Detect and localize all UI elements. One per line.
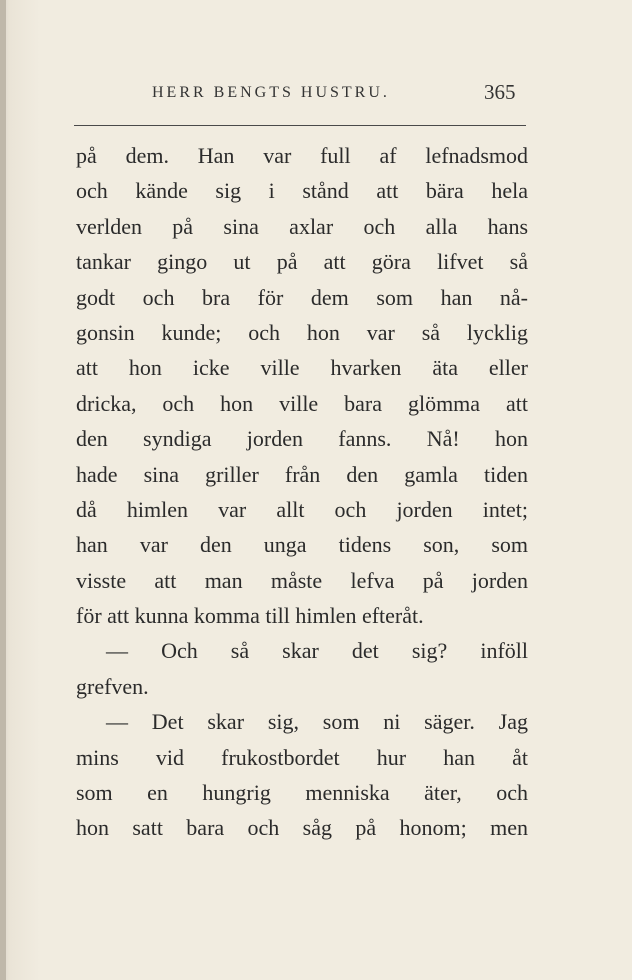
header-rule xyxy=(74,125,526,126)
text-line: då himlen var allt och jorden intet; xyxy=(76,496,528,522)
text-line: som en hungrig menniska äter, och xyxy=(76,780,528,806)
text-line: mins vid frukostbordet hur han åt xyxy=(76,744,528,770)
text-line: och kände sig i stånd att bära hela xyxy=(76,178,528,204)
text-line: han var den unga tidens son, som xyxy=(76,532,528,558)
text-line: grefven. xyxy=(76,673,149,699)
text-line: — Och så skar det sig? inföll xyxy=(106,638,528,664)
text-line: hade sina griller från den gamla tiden xyxy=(76,461,528,487)
text-line: på dem. Han var full af lefnadsmod xyxy=(76,143,528,168)
text-line: den syndiga jorden fanns. Nå! hon xyxy=(76,426,528,452)
text-line: dricka, och hon ville bara glömma att xyxy=(76,390,528,416)
page-number: 365 xyxy=(484,80,516,104)
text-line: hon satt bara och såg på honom; men xyxy=(76,815,528,841)
page-spine-shadow xyxy=(0,0,6,980)
running-head-title: HERR BENGTS HUSTRU. xyxy=(152,84,390,101)
text-line: godt och bra för dem som han nå- xyxy=(76,284,528,310)
text-line: visste att man måste lefva på jorden xyxy=(76,567,528,593)
text-line: att hon icke ville hvarken äta eller xyxy=(76,355,528,381)
text-line: tankar gingo ut på att göra lifvet så xyxy=(76,249,528,275)
body-text xyxy=(76,138,528,846)
text-line: — Det skar sig, som ni säger. Jag xyxy=(106,709,528,735)
text-line: för att kunna komma till himlen efteråt. xyxy=(76,603,424,629)
text-line: gonsin kunde; och hon var så lycklig xyxy=(76,319,528,345)
text-line: verlden på sina axlar och alla hans xyxy=(76,213,528,239)
